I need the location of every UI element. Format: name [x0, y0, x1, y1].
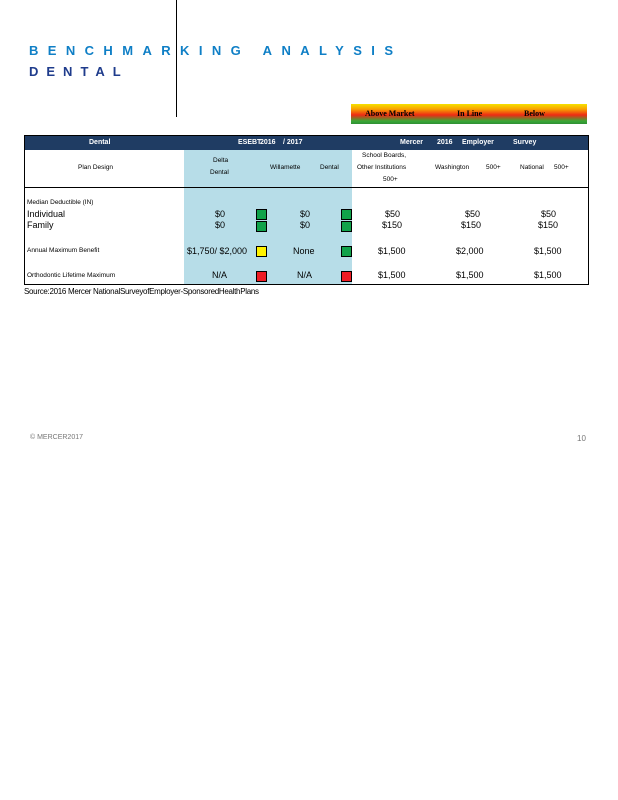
- col-school-line1: School Boards,: [362, 152, 407, 159]
- family-school-value: $150: [382, 220, 403, 230]
- header-dental: Dental: [89, 139, 111, 146]
- individual-willamette-value: $0: [300, 209, 311, 219]
- ortho-national-value: $1,500: [534, 270, 562, 280]
- family-willamette-value: $0: [300, 220, 311, 230]
- row-annual-maximum-label: Annual Maximum Benefit: [27, 247, 100, 254]
- page-subtitle: DENTAL: [29, 64, 129, 79]
- annual-delta-status: [256, 246, 267, 257]
- annual-delta-value: $1,750/ $2,000: [187, 246, 248, 256]
- copyright: © MERCER2017: [30, 434, 84, 441]
- annual-willamette-value: None: [293, 246, 315, 256]
- ortho-school-value: $1,500: [378, 270, 406, 280]
- benchmark-table: [24, 135, 589, 285]
- color-legend: [351, 104, 587, 124]
- annual-washington-value: $2,000: [456, 246, 484, 256]
- col-school-line3: 500+: [383, 176, 398, 183]
- col-delta-line2: Dental: [210, 169, 229, 176]
- annual-willamette-status: [341, 246, 352, 257]
- header-mercer: Mercer: [400, 139, 423, 146]
- header-employer: Employer: [462, 139, 494, 146]
- header-year1: 2016: [260, 139, 276, 146]
- family-washington-value: $150: [461, 220, 482, 230]
- ortho-willamette-status: [341, 271, 352, 282]
- header-survey-year: 2016: [437, 139, 453, 146]
- header-survey: Survey: [513, 139, 537, 146]
- individual-delta-status: [256, 209, 267, 220]
- row-orthodontic-label: Orthodontic Lifetime Maximum: [27, 272, 116, 279]
- family-delta-value: $0: [215, 220, 226, 230]
- family-national-value: $150: [538, 220, 559, 230]
- individual-national-value: $50: [541, 209, 557, 219]
- table-top-header: [25, 136, 588, 150]
- individual-willamette-status: [341, 209, 352, 220]
- vertical-divider: [176, 0, 177, 117]
- header-esebt: ESEBT: [238, 139, 262, 146]
- annual-school-value: $1,500: [378, 246, 406, 256]
- individual-delta-value: $0: [215, 209, 226, 219]
- ortho-delta-value: N/A: [212, 270, 228, 280]
- col-washington-size: 500+: [486, 164, 501, 171]
- col-dental: Dental: [320, 164, 339, 171]
- source-note: Source:2016 Mercer NationalSurveyofEmployer-SponsoredHealthPlans: [24, 287, 259, 296]
- header-year2: / 2017: [283, 139, 303, 146]
- col-washington: Washington: [435, 164, 470, 171]
- ortho-willamette-value: N/A: [297, 270, 313, 280]
- row-median-deductible-label: Median Deductible (IN): [27, 199, 94, 206]
- ortho-washington-value: $1,500: [456, 270, 484, 280]
- annual-national-value: $1,500: [534, 246, 562, 256]
- col-school-line2: Other Institutions: [357, 164, 407, 171]
- ortho-delta-status: [256, 271, 267, 282]
- legend-below: Below: [524, 109, 545, 118]
- legend-in-line: In Line: [457, 109, 483, 118]
- col-national-size: 500+: [554, 164, 569, 171]
- header-separator: [25, 187, 588, 188]
- page-number: 10: [577, 434, 586, 443]
- col-willamette: Willamette: [270, 164, 301, 171]
- page-title: BENCHMARKING ANALYSIS: [29, 43, 403, 58]
- family-delta-status: [256, 221, 267, 232]
- col-national: National: [520, 164, 544, 171]
- legend-above-market: Above Market: [365, 109, 415, 118]
- col-delta-line1: Delta: [213, 157, 229, 164]
- row-family-label: Family: [27, 220, 54, 230]
- individual-washington-value: $50: [465, 209, 481, 219]
- row-individual-label: Individual: [27, 209, 66, 219]
- col-plan-design: Plan Design: [78, 164, 114, 171]
- individual-school-value: $50: [385, 209, 401, 219]
- family-willamette-status: [341, 221, 352, 232]
